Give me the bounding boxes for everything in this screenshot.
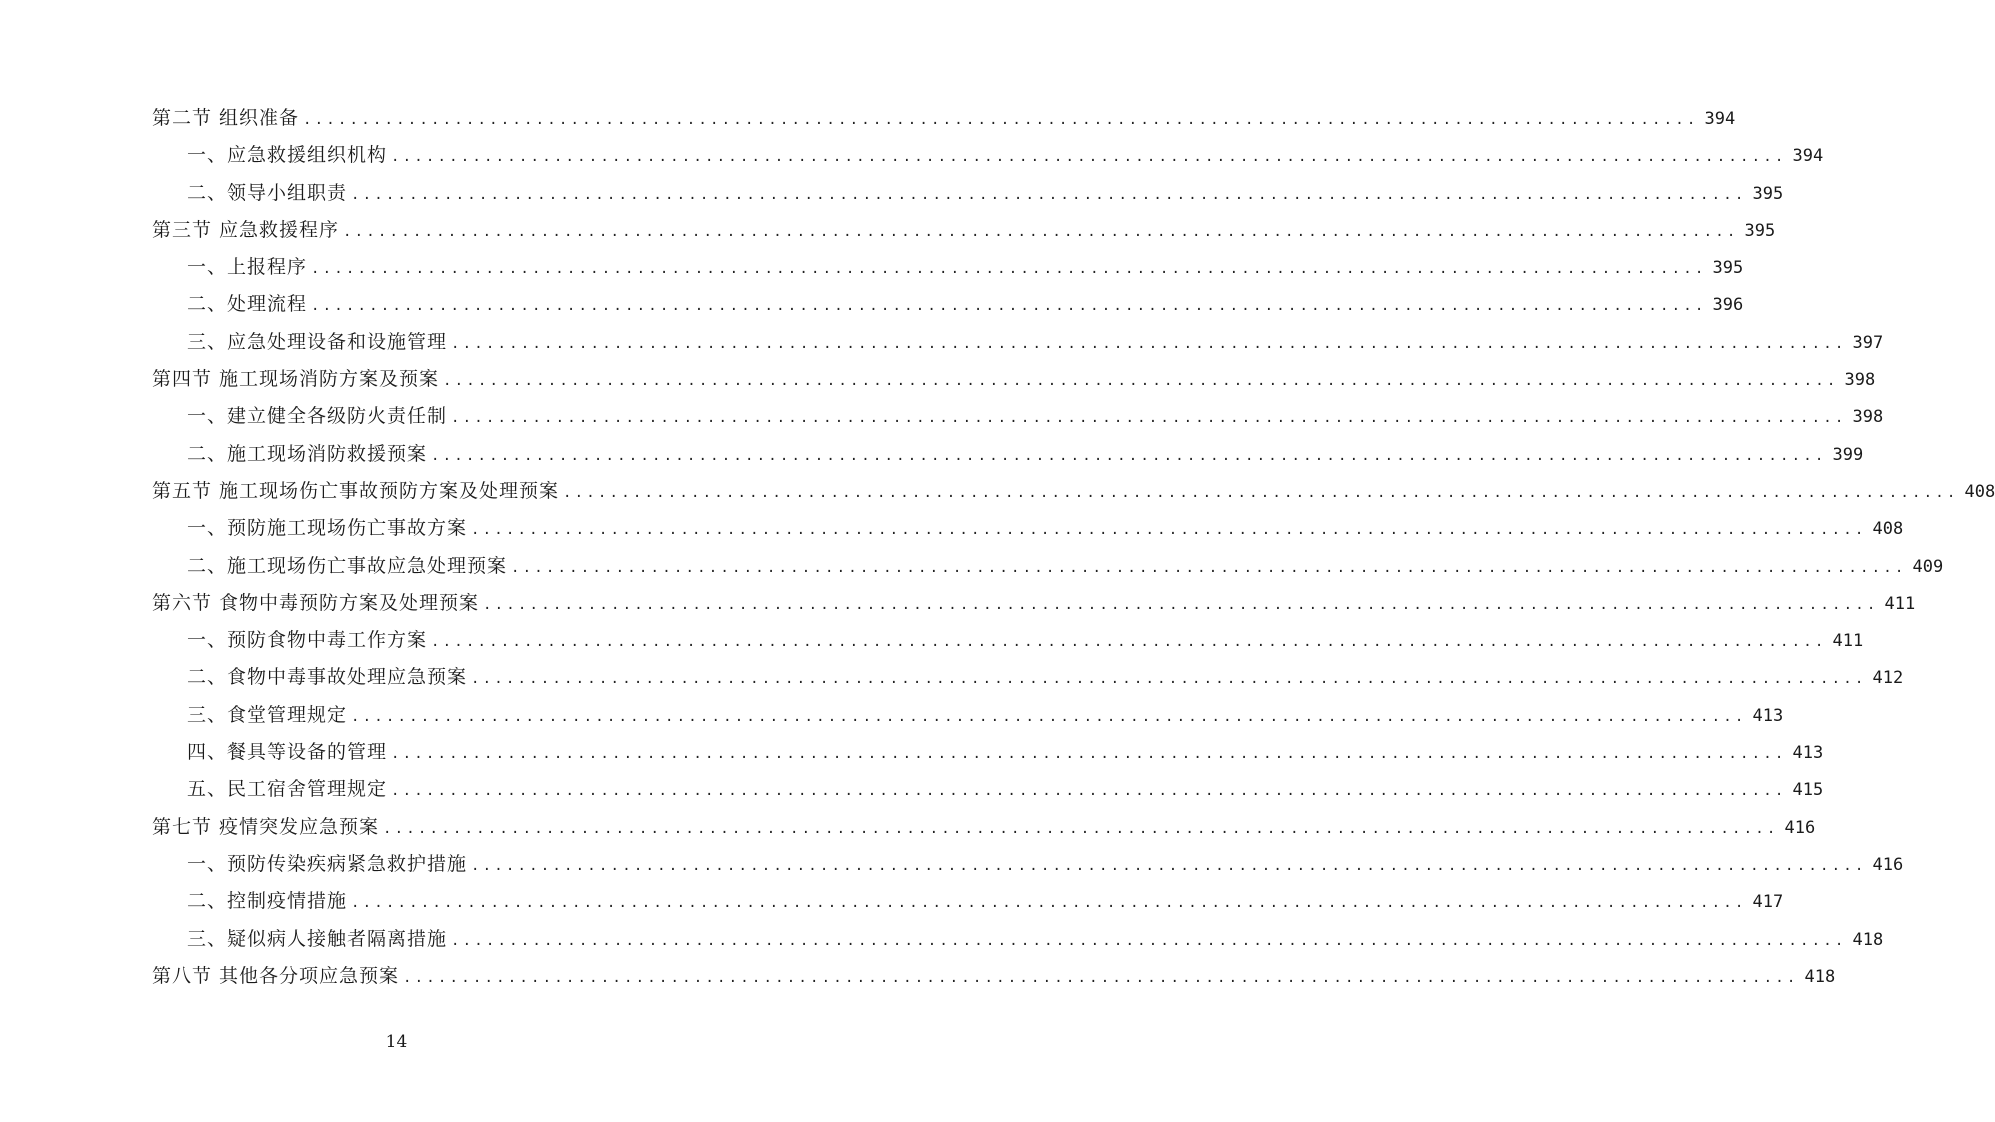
toc-entry-line: [187, 510, 1904, 549]
toc-page-number: 398: [1844, 370, 1876, 391]
toc-entry-line: [187, 398, 1884, 437]
toc-dot-leader: ........................................................................................................................: [343, 223, 1739, 240]
toc-dot-leader: ........................................................................................................................: [563, 484, 1959, 501]
toc-page-number: 417: [1752, 892, 1784, 913]
toc-entry-title: 第六节 食物中毒预防方案及处理预案: [152, 591, 480, 614]
toc-entry-title: 二、控制疫情措施: [187, 890, 348, 913]
toc-subsection-entry[interactable]: [0, 771, 1824, 808]
toc-entry-title: 第七节 疫情突发应急预案: [152, 815, 380, 838]
toc-subsection-entry[interactable]: [0, 883, 1784, 920]
toc-entry-title: 一、上报程序: [187, 256, 308, 279]
toc-subsection-entry[interactable]: [0, 398, 1884, 435]
toc-entry-line: [187, 622, 1864, 661]
toc-entry-title: 四、餐具等设备的管理: [187, 741, 388, 764]
toc-entry-title: 三、疑似病人接触者隔离措施: [187, 927, 448, 950]
toc-entry-title: 第五节 施工现场伤亡事故预防方案及处理预案: [152, 479, 560, 502]
toc-page-number: 416: [1784, 817, 1816, 838]
toc-entry-line: [187, 249, 1744, 288]
toc-entry-line: [152, 585, 1916, 624]
toc-section-entry[interactable]: [0, 585, 1916, 622]
toc-subsection-entry[interactable]: [0, 510, 1904, 547]
toc-page-number: 398: [1852, 407, 1884, 428]
toc-entry-title: 二、施工现场伤亡事故应急处理预案: [187, 554, 508, 577]
toc-entry-title: 二、处理流程: [187, 293, 308, 316]
toc-page-number: 396: [1712, 295, 1744, 316]
toc-dot-leader: ........................................................................................................................: [351, 186, 1747, 203]
toc-dot-leader: ........................................................................................................................: [403, 969, 1799, 986]
toc-page-number: 412: [1872, 668, 1904, 689]
toc-subsection-entry[interactable]: [0, 734, 1824, 771]
toc-entry-title: 一、预防食物中毒工作方案: [187, 629, 428, 652]
toc-page-number: 418: [1804, 966, 1836, 987]
toc-page-number: 395: [1752, 183, 1784, 204]
toc-entry-line: [187, 659, 1904, 698]
toc-entry-title: 五、民工宿舍管理规定: [187, 778, 388, 801]
toc-dot-leader: ........................................................................................................................: [351, 895, 1747, 912]
toc-entry-line: [187, 175, 1784, 214]
toc-entry-line: [187, 324, 1884, 363]
toc-page-number: 395: [1712, 258, 1744, 279]
toc-dot-leader: ........................................................................................................................: [483, 596, 1879, 613]
toc-entry-title: 一、建立健全各级防火责任制: [187, 405, 448, 428]
toc-entry-line: [152, 809, 1816, 848]
toc-dot-leader: ........................................................................................................................: [311, 298, 1707, 315]
toc-entry-line: [187, 734, 1824, 773]
toc-page-number: 397: [1852, 332, 1884, 353]
toc-entry-line: [187, 548, 1944, 587]
toc-subsection-entry[interactable]: [0, 846, 1904, 883]
toc-page-number: 411: [1884, 593, 1916, 614]
toc-page-number: 413: [1752, 705, 1784, 726]
toc-page-number: 399: [1832, 444, 1864, 465]
toc-entry-line: [152, 473, 1995, 512]
toc-entry-title: 二、食物中毒事故处理应急预案: [187, 666, 468, 689]
toc-dot-leader: ........................................................................................................................: [471, 671, 1867, 688]
toc-section-entry[interactable]: [0, 958, 1836, 995]
toc-subsection-entry[interactable]: [0, 137, 1824, 174]
toc-entry-line: [152, 100, 1736, 139]
toc-page-number: 411: [1832, 631, 1864, 652]
toc-entry-line: [187, 883, 1784, 922]
toc-dot-leader: ........................................................................................................................: [451, 932, 1847, 949]
toc-entry-title: 一、应急救援组织机构: [187, 144, 388, 167]
toc-page-number: 416: [1872, 854, 1904, 875]
toc-page-number: 408: [1872, 519, 1904, 540]
toc-section-entry[interactable]: [0, 100, 1736, 137]
toc-page-number: 415: [1792, 780, 1824, 801]
toc-entry-title: 第四节 施工现场消防方案及预案: [152, 368, 440, 391]
toc-subsection-entry[interactable]: [0, 921, 1884, 958]
toc-page-number: 394: [1792, 146, 1824, 167]
toc-subsection-entry[interactable]: [0, 697, 1784, 734]
toc-dot-leader: ........................................................................................................................: [451, 335, 1847, 352]
toc-dot-leader: ........................................................................................................................: [391, 746, 1787, 763]
toc-entry-line: [152, 212, 1776, 251]
toc-dot-leader: ........................................................................................................................: [391, 783, 1787, 800]
toc-page-number: 418: [1852, 929, 1884, 950]
toc-subsection-entry[interactable]: [0, 175, 1784, 212]
toc-dot-leader: ........................................................................................................................: [431, 634, 1827, 651]
toc-dot-leader: ........................................................................................................................: [383, 820, 1779, 837]
toc-section-entry[interactable]: [0, 361, 1876, 398]
toc-page-number: 409: [1912, 556, 1944, 577]
toc-subsection-entry[interactable]: [0, 436, 1864, 473]
toc-page-number: 394: [1704, 109, 1736, 129]
toc-entry-line: [152, 361, 1876, 400]
toc-dot-leader: ........................................................................................................................: [351, 708, 1747, 725]
toc-section-entry[interactable]: [0, 212, 1776, 249]
toc-entry-line: [187, 921, 1884, 960]
toc-entry-line: [187, 286, 1744, 325]
toc-dot-leader: ........................................................................................................................: [471, 857, 1867, 874]
toc-entry-line: [187, 771, 1824, 810]
toc-entry-line: [187, 697, 1784, 736]
toc-dot-leader: ........................................................................................................................: [431, 447, 1827, 464]
toc-entry-title: 二、领导小组职责: [187, 181, 348, 204]
toc-subsection-entry[interactable]: [0, 659, 1904, 696]
toc-dot-leader: ........................................................................................................................: [451, 410, 1847, 427]
toc-subsection-entry[interactable]: [0, 622, 1864, 659]
toc-entry-title: 一、预防施工现场伤亡事故方案: [187, 517, 468, 540]
toc-page-number: 413: [1792, 743, 1824, 764]
toc-entry-title: 第八节 其他各分项应急预案: [152, 964, 400, 987]
toc-entry-title: 三、应急处理设备和设施管理: [187, 330, 448, 353]
toc-section-entry[interactable]: [0, 809, 1816, 846]
toc-subsection-entry[interactable]: [0, 548, 1944, 585]
toc-dot-leader: ........................................................................................................................: [471, 522, 1867, 539]
toc-entry-line: [152, 958, 1836, 997]
toc-entry-title: 第二节 组织准备: [152, 107, 300, 129]
toc-entry-line: [187, 846, 1904, 885]
toc-entry-line: [187, 436, 1864, 475]
toc-entry-line: [187, 137, 1824, 176]
toc-dot-leader: ........................................................................................................................: [391, 149, 1787, 166]
toc-subsection-entry[interactable]: [0, 249, 1744, 286]
toc-entry-title: 二、施工现场消防救援预案: [187, 442, 428, 465]
toc-dot-leader: ........................................................................................................................: [443, 373, 1839, 390]
toc-section-entry[interactable]: [0, 473, 1995, 510]
toc-entry-title: 三、食堂管理规定: [187, 703, 348, 726]
toc-subsection-entry[interactable]: [0, 286, 1744, 323]
toc-page-number: 395: [1744, 220, 1776, 241]
toc-page-number: 408: [1964, 481, 1995, 502]
table-of-contents: [0, 100, 1995, 995]
footer-page-number: 14: [385, 1032, 408, 1052]
toc-dot-leader: ........................................................................................................................: [303, 112, 1699, 128]
toc-entry-title: 一、预防传染疾病紧急救护措施: [187, 852, 468, 875]
toc-entry-title: 第三节 应急救援程序: [152, 218, 340, 241]
toc-dot-leader: ........................................................................................................................: [511, 559, 1907, 576]
toc-dot-leader: ........................................................................................................................: [311, 261, 1707, 278]
toc-subsection-entry[interactable]: [0, 324, 1884, 361]
